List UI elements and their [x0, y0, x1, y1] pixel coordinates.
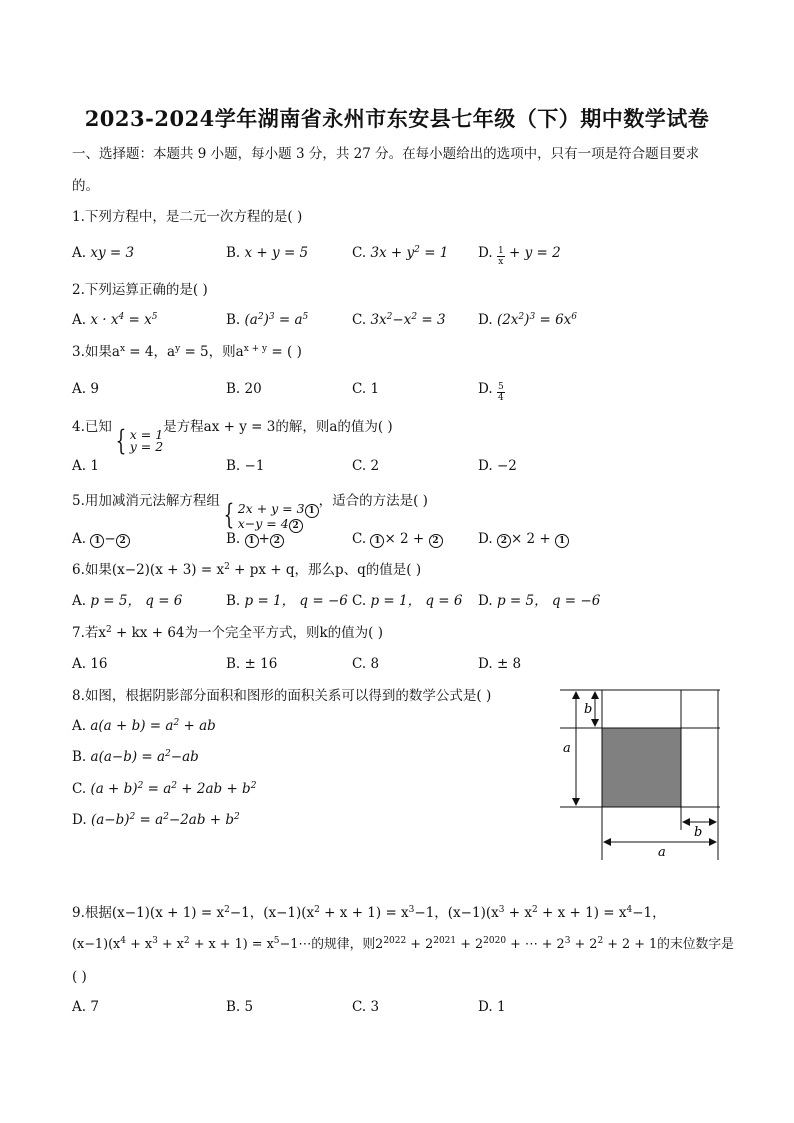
q7-option-c: C. 8 — [352, 656, 380, 672]
fig-shaded-square — [602, 728, 681, 807]
q5-option-d: D. 2 × 2 + 1 — [478, 530, 569, 548]
q1-c-exp: 2 — [414, 245, 420, 255]
q1-d-post: + y = 2 — [504, 245, 561, 261]
q4-system: { x = 1 y = 2 — [115, 424, 164, 457]
question-9-line-1: 9.根据$(x-1)(x + 1) = x^2-1$，$(x-1)(x^2 + x + 1) = x^3-1$，$(x-1)(x^3 + x^2 + x + 1) = x^4-1$， — [72, 905, 666, 921]
q7-option-a: A. 16 — [72, 656, 108, 672]
question-3-stem: 3.如果$a^x = 4$，$a^y = 5$，则$a^{x + y}$ = ( ) — [72, 344, 302, 360]
question-5-stem: 5.用加减消元法解方程组 { 2x + y = 3 1 x−y = 4 2，适合的方法是( ) — [72, 493, 428, 531]
q9-option-b: B. 5 — [226, 999, 254, 1015]
q3-option-d: D. $\frac{5}{4}$ — [478, 381, 504, 403]
question-8-stem: 8.如图，根据阴影部分面积和图形的面积关系可以得到的数学公式是( ) — [72, 688, 492, 704]
q6-option-a: A. p = 5， q = 6 — [72, 593, 183, 609]
q1-option-b: B. x + y = 5 — [226, 245, 309, 261]
q8-figure — [550, 684, 730, 864]
fig-label-b-top: b — [584, 702, 593, 717]
q1-c-post: = 1 — [419, 245, 449, 261]
fig-label-a-left: a — [563, 741, 571, 756]
section-header-cont: 的。 — [72, 178, 99, 194]
q2-option-b: B. $(a^2)^3 = a^5$ — [226, 312, 309, 328]
q2-option-d: D. $(2x^2)^3 = 6x^6$ — [478, 312, 578, 328]
q9-option-c: C. 3 — [352, 999, 380, 1015]
q5-system: { 2x + y = 3 1 x−y = 4 2 — [220, 502, 319, 533]
q5-option-b: B. 1 + 2 — [226, 530, 284, 548]
q1-d-frac: $\frac{1}{x}$ — [497, 246, 504, 267]
question-7-stem: 7.若$x^2$ + kx + 64为一个完全平方式，则k的值为( ) — [72, 625, 383, 641]
q4-option-a: A. 1 — [72, 458, 99, 474]
q9-option-a: A. 7 — [72, 999, 99, 1015]
q7-option-b: B. ± 16 — [226, 656, 278, 672]
question-6-stem: 6.如果$(x-2)(x + 3) = x^2$ + px + q，那么p、q的值是( ) — [72, 562, 422, 578]
q6-option-b: B. p = 1， q = −6 — [226, 593, 348, 609]
q5-option-a: A. 1 − 2 — [72, 530, 130, 548]
q8-option-a: A. $a(a + b) = a^2$ + ab — [72, 718, 216, 734]
q4-option-d: D. −2 — [478, 458, 517, 474]
fig-label-a-bottom: a — [658, 845, 666, 860]
q5-option-c: C. 1 × 2 + 2 — [352, 530, 443, 548]
q3-option-a: A. 9 — [72, 381, 99, 397]
q8-option-b: B. $a(a-b) = a^2-ab$ — [72, 749, 199, 765]
q6-option-c: C. p = 1， q = 6 — [352, 593, 463, 609]
q3-option-c: C. 1 — [352, 381, 380, 397]
q2-option-a: A. $x \cdot x^4 = x^5$ — [72, 312, 158, 328]
q1-option-d: D. $\frac{1}{x}$ + y = 2 — [478, 245, 561, 267]
q1-option-c: C. $3x + y^2 = 1$ — [352, 245, 449, 261]
q6-option-d: D. p = 5， q = −6 — [478, 593, 601, 609]
question-2-stem: 2.下列运算正确的是( ) — [72, 282, 208, 298]
section-header: 一、选择题：本题共 9 小题，每小题 3 分，共 27 分。在每小题给出的选项中，只有一项是符合题目要求 — [72, 146, 700, 162]
question-9-line-3: ( ) — [72, 969, 87, 985]
q8-option-d: D. $(a-b)^2 = a^2-2ab + b^2$ — [72, 812, 240, 828]
q7-option-d: D. ± 8 — [478, 656, 522, 672]
q1-b-text: x + y = 5 — [244, 245, 309, 261]
q2-option-c: C. $3x^2-x^2 = 3$ — [352, 312, 446, 328]
q8-option-c: C. $(a + b)^2 = a^2 + 2ab + b^2$ — [72, 781, 257, 797]
page-title: 2023-2024学年湖南省永州市东安县七年级（下）期中数学试卷 — [84, 106, 710, 131]
q3-d-frac: $\frac{5}{4}$ — [497, 382, 504, 403]
q4-option-c: C. 2 — [352, 458, 380, 474]
q3-option-b: B. 20 — [226, 381, 262, 397]
q1-a-text: xy = 3 — [90, 245, 135, 261]
question-9-line-2: $(x-1)(x^4 + x^3 + x^2 + x + 1)$ = $x^5-1\cdots$的规律，则$2^{2022} + 2^{2021} + 2^{2020}$ + ⋯ + $2^3 + 2^2 + 2 + 1$的末位数字是 — [72, 936, 734, 952]
q1-option-a: A. xy = 3 — [72, 245, 135, 261]
question-1-stem: 1.下列方程中，是二元一次方程的是( ) — [72, 209, 303, 225]
q4-option-b: B. −1 — [226, 458, 265, 474]
fig-label-b-bottom: b — [694, 825, 703, 840]
q9-option-d: D. 1 — [478, 999, 506, 1015]
question-4-stem: 4.已知 { x = 1 y = 2是方程ax + y = 3的解，则a的值为( ) — [72, 419, 393, 457]
q1-c-pre: 3x + y — [370, 245, 415, 261]
